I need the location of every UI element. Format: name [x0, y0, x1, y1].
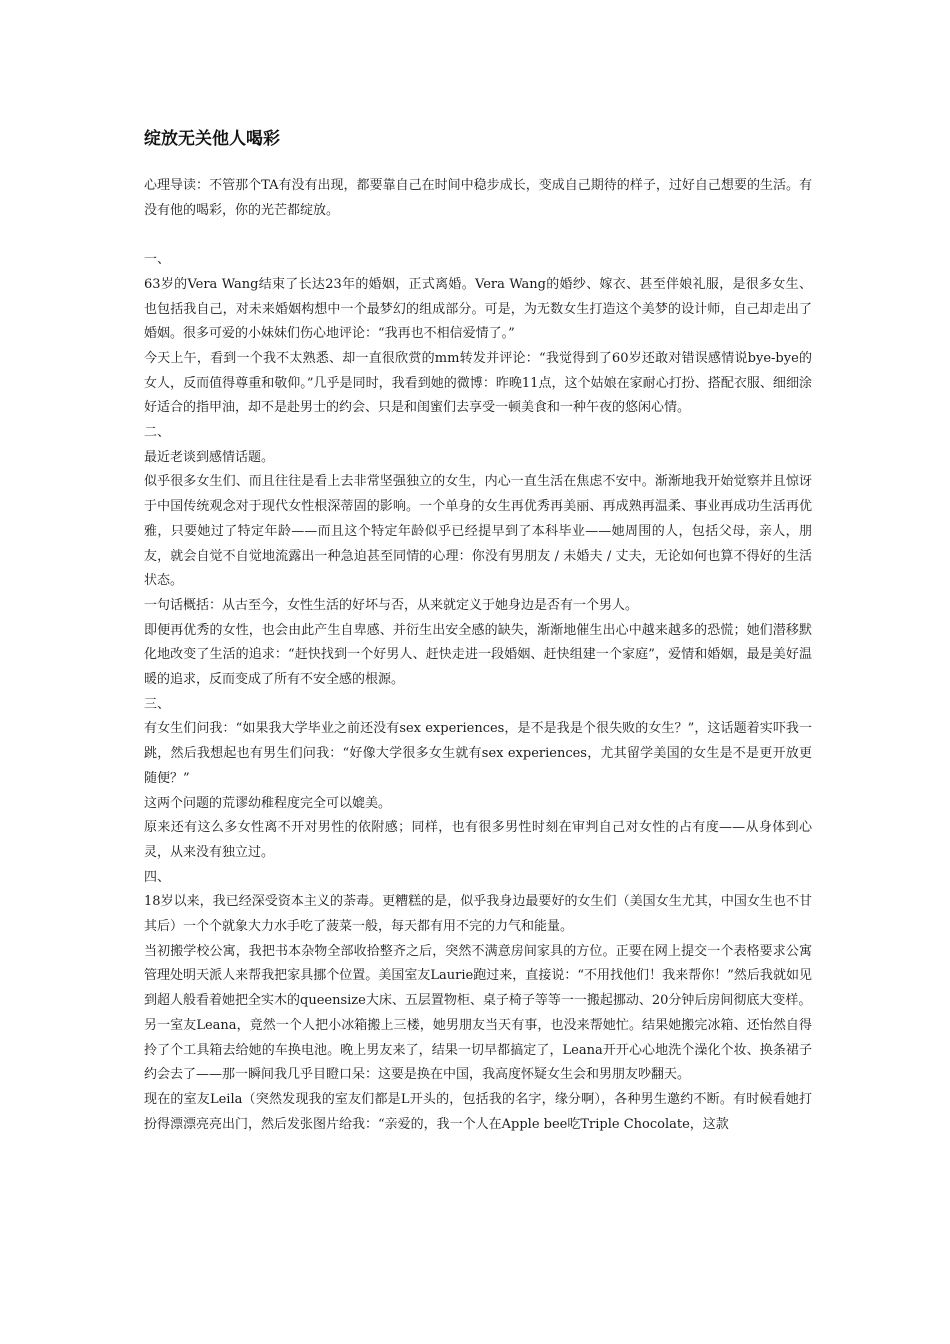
- paragraph: 似乎很多女生们、而且往往是看上去非常坚强独立的女生，内心一直生活在焦虑不安中。渐渐地我开始觉察并且惊讶于中国传统观念对于现代女性根深蒂固的影响。一个单身的女生再优秀再美丽、再成熟再温柔、事业再成功生活再优雅，只要她过了特定年龄——而且这个特定年龄似乎已经提早到了本科毕业——她周围的人，包括父母，亲人，朋友，就会自觉不自觉地流露出一种急迫甚至同情的心理：你没有男朋友 / 未婚夫 / 丈夫，无论如何也算不得好的生活状态。: [144, 474, 812, 589]
- intro-paragraph: 心理导读：不管那个TA有没有出现，都要靠自己在时间中稳步成长，变成自己期待的样子，过好自己想要的生活。有没有他的喝彩，你的光芒都绽放。: [144, 178, 812, 218]
- paragraph: 最近老谈到感情话题。: [144, 449, 275, 465]
- paragraph: 原来还有这么多女性离不开对男性的依附感；同样，也有很多男性时刻在审判自己对女性的占有度——从身体到心灵，从来没有独立过。: [144, 820, 812, 860]
- article-body: [144, 174, 812, 1137]
- paragraph: 今天上午，看到一个我不太熟悉、却一直很欣赏的mm转发并评论：“我觉得到了60岁还敢对错误感情说bye-bye的女人，反而值得尊重和敬仰。”几乎是同时，我看到她的微博：昨晚11点，这个姑娘在家耐心打扮、搭配衣服、细细涂好适合的指甲油，却不是赴男士的约会、只是和闺蜜们去享受一顿美食和一种午夜的悠闲心情。: [144, 350, 812, 416]
- section-heading: 二、: [144, 425, 171, 441]
- paragraph: 18岁以来，我已经深受资本主义的荼毒。更糟糕的是，似乎我身边最要好的女生们（美国女生尤其，中国女生也不甘其后）一个个就象大力水手吃了菠菜一般，每天都有用不完的力气和能量。: [144, 894, 812, 935]
- paragraph: 一句话概括：从古至今，女性生活的好坏与否，从来就定义于她身边是否有一个男人。: [144, 597, 639, 613]
- paragraph: 有女生们问我：“如果我大学毕业之前还没有sex experiences，是不是我是个很失败的女生？”，这话题着实吓我一跳，然后我想起也有男生们问我：“好像大学很多女生就有sex experiences，尤其留学美国的女生是不是更开放更随便？”: [144, 721, 812, 786]
- spacer: [144, 223, 812, 248]
- paragraph: 这两个问题的荒谬幼稚程度完全可以媲美。: [144, 795, 392, 811]
- section-heading: 三、: [144, 696, 171, 712]
- paragraph: 即便再优秀的女性，也会由此产生自卑感、并衍生出安全感的缺失，渐渐地催生出心中越来越多的恐慌；她们潜移默化地改变了生活的追求：“赶快找到一个好男人、赶快走进一段婚姻、赶快组建一个家庭”，爱情和婚姻，最是美好温暖的追求，反而变成了所有不安全感的根源。: [144, 622, 812, 688]
- section-heading: 一、: [144, 252, 171, 268]
- article-title: 绽放无关他人喝彩: [144, 129, 280, 149]
- paragraph: 当初搬学校公寓，我把书本杂物全部收拾整齐之后，突然不满意房间家具的方位。正要在网上提交一个表格要求公寓管理处明天派人来帮我把家具挪个位置。美国室友Laurie跑过来，直接说：“不用找他们！我来帮你！”然后我就如见到超人般看着她把全实木的queensize大床、五层置物柜、桌子椅子等等一一搬起挪动、20分钟后房间彻底大变样。: [144, 943, 812, 1009]
- section-heading: 四、: [144, 869, 171, 885]
- paragraph: 63岁的Vera Wang结束了长达23年的婚姻，正式离婚。Vera Wang的婚纱、嫁衣、甚至伴娘礼服，是很多女生、也包括我自己，对未来婚姻构想中一个最梦幻的组成部分。可是，为无数女生打造这个美梦的设计师，自己却走出了婚姻。很多可爱的小妹妹们伤心地评论：“我再也不相信爱情了。”: [144, 276, 812, 342]
- paragraph: 现在的室友Leila（突然发现我的室友们都是L开头的，包括我的名字，缘分啊），各种男生邀约不断。有时候看她打扮得漂漂亮亮出门，然后发张图片给我：“亲爱的，我一个人在Apple bee吃Triple Chocolate，这款: [144, 1092, 812, 1132]
- paragraph: 另一室友Leana，竟然一个人把小冰箱搬上三楼，她男朋友当天有事，也没来帮她忙。结果她搬完冰箱、还怡然自得拎了个工具箱去给她的车换电池。晚上男友来了，结果一切早都搞定了，Leana开开心心地洗个澡化个妆、换条裙子约会去了——那一瞬间我几乎目瞪口呆：这要是换在中国，我高度怀疑女生会和男朋友吵翻天。: [144, 1017, 812, 1083]
